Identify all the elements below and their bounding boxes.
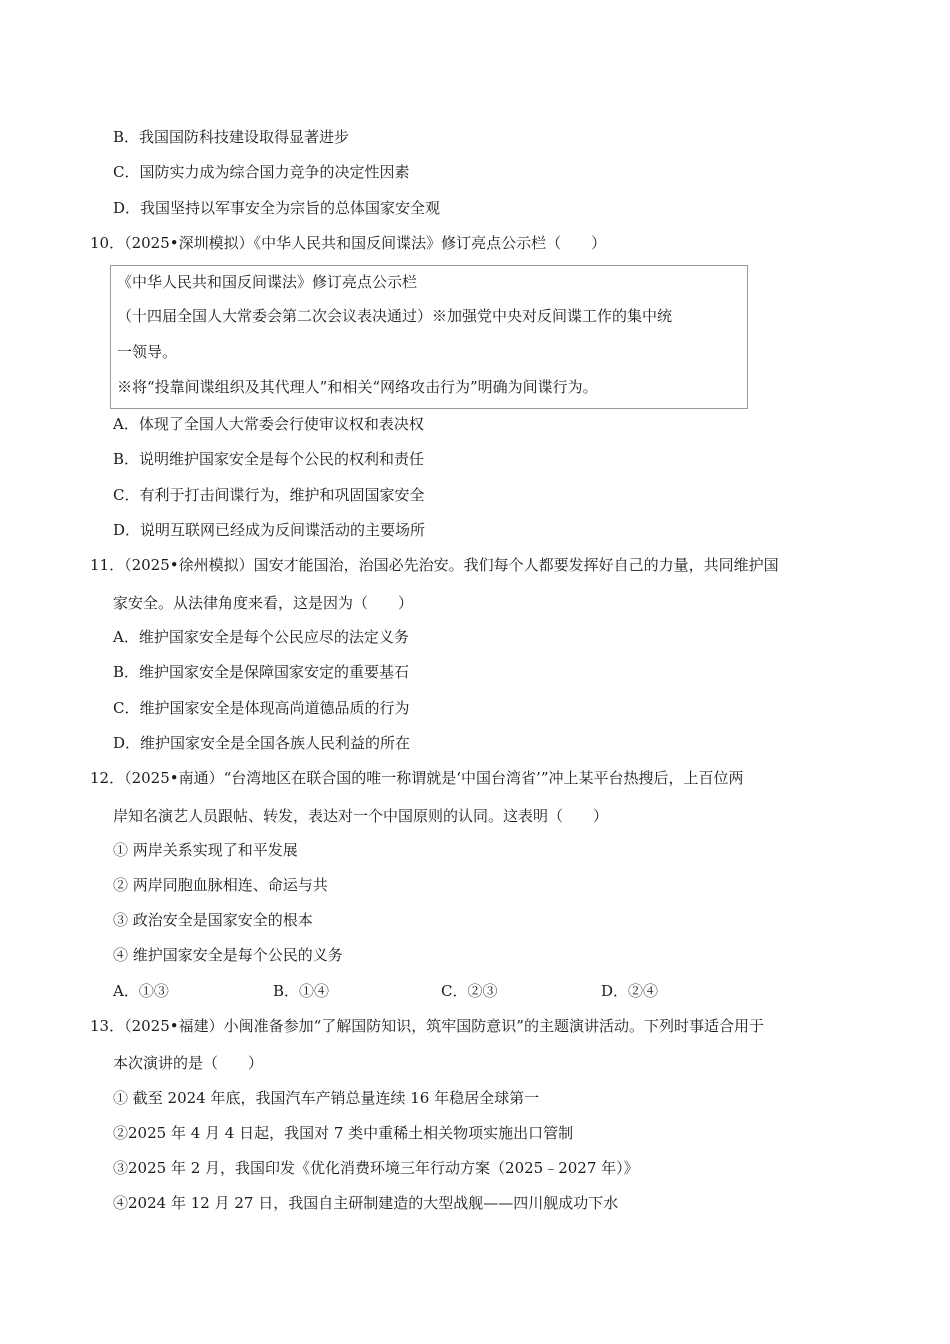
q12-statement-3: ③ 政治安全是国家安全的根本 xyxy=(113,911,313,929)
q12-option-a: A．①③ xyxy=(113,982,169,1000)
q10-box-line-3: ※将“投靠间谍组织及其代理人”和相关“网络攻击行为”明确为间谍行为。 xyxy=(117,378,598,396)
q11-stem-line-1: 11．（2025•徐州模拟）国安才能国治，治国必先治安。我们每个人都要发挥好自己的力量，共同维护国 xyxy=(90,556,779,574)
q9-option-b: B．我国国防科技建设取得显著进步 xyxy=(113,128,350,146)
q10-option-b: B．说明维护国家安全是每个公民的权利和责任 xyxy=(113,450,425,468)
q13-statement-2: ②2025 年 4 月 4 日起，我国对 7 类中重稀土相关物项实施出口管制 xyxy=(113,1124,574,1142)
q12-statement-4: ④ 维护国家安全是每个公民的义务 xyxy=(113,946,343,964)
q10-option-a: A．体现了全国人大常委会行使审议权和表决权 xyxy=(113,415,424,433)
q9-option-c: C．国防实力成为综合国力竞争的决定性因素 xyxy=(113,163,410,181)
q12-option-b: B．①④ xyxy=(273,982,330,1000)
q10-option-c: C．有利于打击间谍行为，维护和巩固国家安全 xyxy=(113,486,425,504)
q10-notice-box xyxy=(110,265,748,409)
q13-stem-line-1: 13．（2025•福建）小闽准备参加“了解国防知识，筑牢国防意识”的主题演讲活动。下列时事适合用于 xyxy=(90,1017,764,1035)
q9-option-d: D．我国坚持以军事安全为宗旨的总体国家安全观 xyxy=(113,199,441,217)
q13-stem-line-2: 本次演讲的是（ ） xyxy=(113,1054,264,1072)
q11-stem-line-2: 家安全。从法律角度来看，这是因为（ ） xyxy=(113,594,414,612)
q12-option-d: D．②④ xyxy=(601,982,659,1000)
q13-statement-3: ③2025 年 2 月，我国印发《优化消费环境三年行动方案（2025﹣2027 年）》 xyxy=(113,1159,639,1177)
q12-statement-2: ② 两岸同胞血脉相连、命运与共 xyxy=(113,876,328,894)
q11-option-c: C．维护国家安全是体现高尚道德品质的行为 xyxy=(113,699,410,717)
q12-option-c: C．②③ xyxy=(441,982,498,1000)
q13-statement-1: ① 截至 2024 年底，我国汽车产销总量连续 16 年稳居全球第一 xyxy=(113,1089,540,1107)
q11-option-d: D．维护国家安全是全国各族人民利益的所在 xyxy=(113,734,411,752)
q10-box-title: 《中华人民共和国反间谍法》修订亮点公示栏 xyxy=(117,273,418,291)
q12-statement-1: ① 两岸关系实现了和平发展 xyxy=(113,841,298,859)
q10-stem: 10．（2025•深圳模拟）《中华人民共和国反间谍法》修订亮点公示栏（ ） xyxy=(90,234,607,252)
q11-option-b: B．维护国家安全是保障国家安定的重要基石 xyxy=(113,663,410,681)
q12-stem-line-1: 12．（2025•南通）“台湾地区在联合国的唯一称谓就是‘中国台湾省’”冲上某平台热搜后，上百位两 xyxy=(90,769,744,787)
q12-stem-line-2: 岸知名演艺人员跟帖、转发，表达对一个中国原则的认同。这表明（ ） xyxy=(113,807,609,825)
q10-box-line-2: 一领导。 xyxy=(117,343,178,361)
q13-statement-4: ④2024 年 12 月 27 日，我国自主研制建造的大型战舰——四川舰成功下水 xyxy=(113,1194,619,1212)
q10-box-line-1: （十四届全国人大常委会第二次会议表决通过）※加强党中央对反间谍工作的集中统 xyxy=(117,307,673,325)
q10-option-d: D．说明互联网已经成为反间谍活动的主要场所 xyxy=(113,521,426,539)
q11-option-a: A．维护国家安全是每个公民应尽的法定义务 xyxy=(113,628,409,646)
